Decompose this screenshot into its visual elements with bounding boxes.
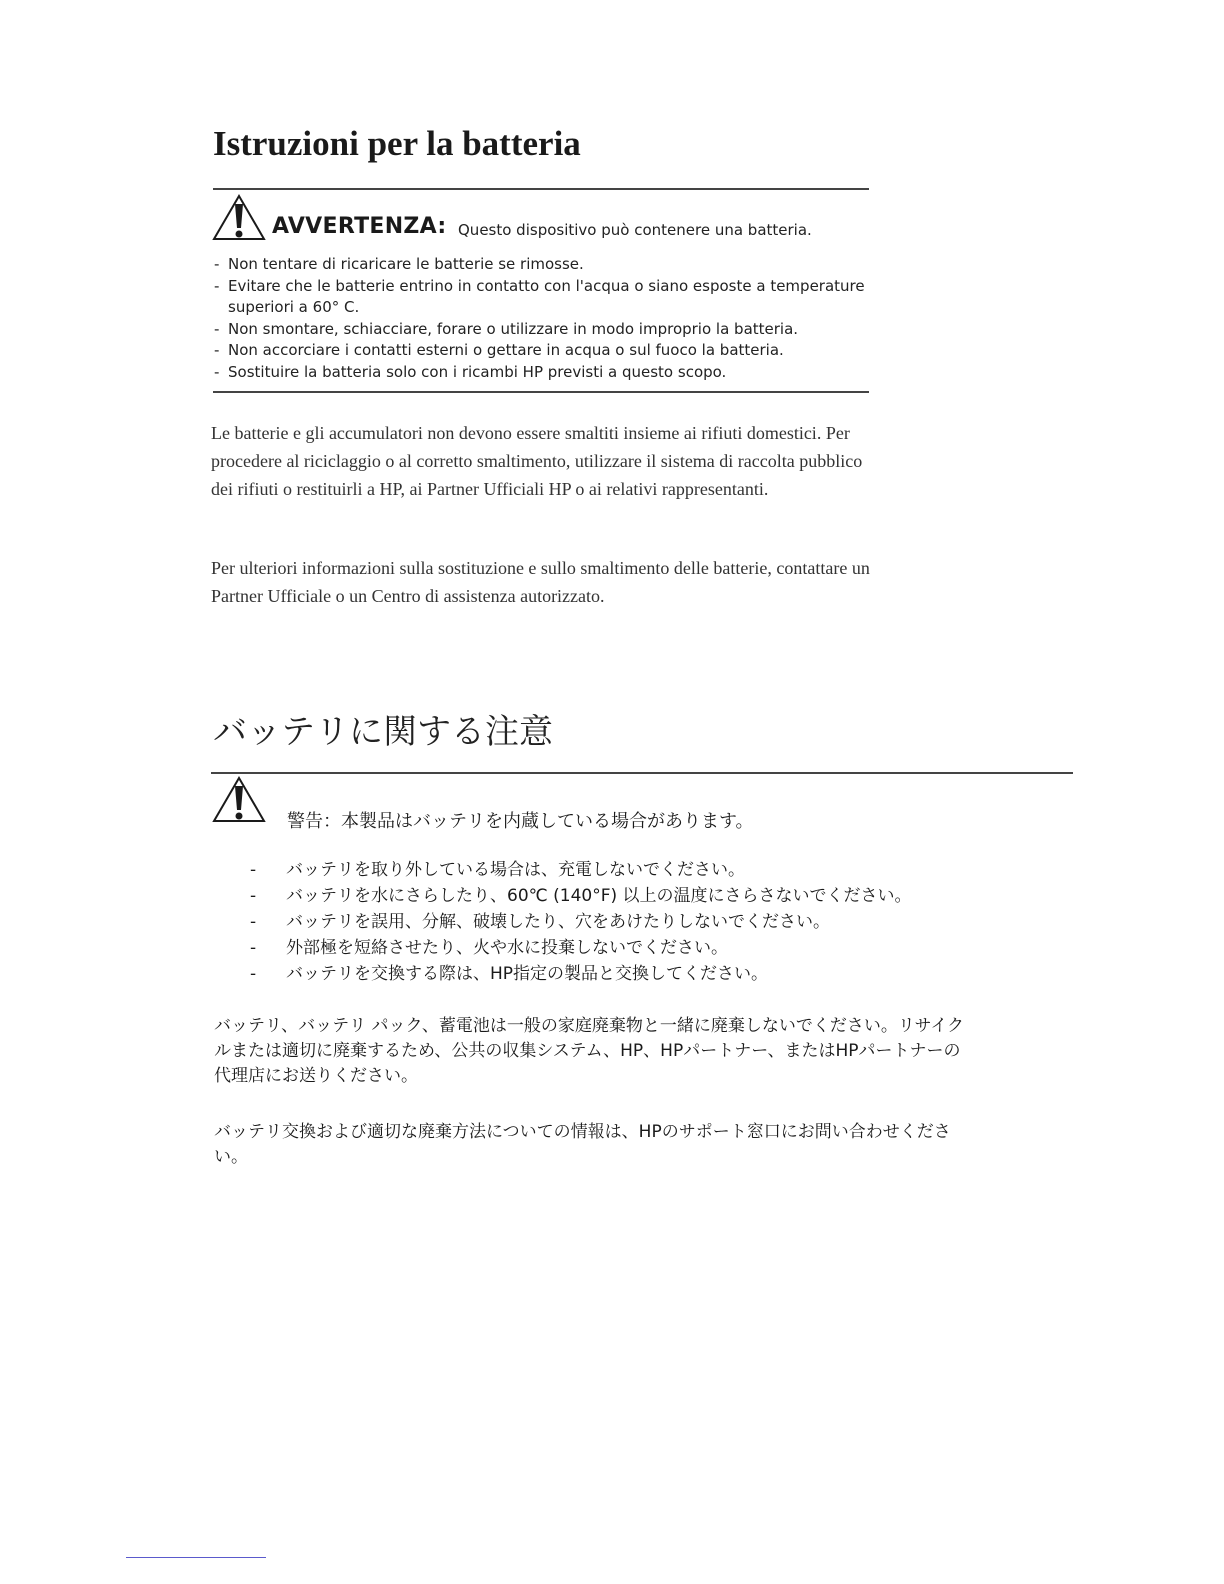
warning-heading: AVVERTENZA: [272, 214, 447, 239]
list-item: - Evitare che le batterie entrino in contatto con l'acqua o siano esposte a temperature superiori a 60° C. [213, 276, 873, 319]
list-item: - バッテリを誤用、分解、破壊したり、穴をあけたりしないでください。 [250, 909, 970, 935]
warning-text-japanese: 警告：本製品はバッテリを内蔵している場合があります。 [287, 811, 754, 832]
page-title-japanese: バッテリに関する注意 [213, 712, 553, 752]
page-title-italian: Istruzioni per la batteria [213, 124, 581, 163]
info-paragraph-japanese: バッテリ交換および適切な廃棄方法についての情報は、HPのサポート窓口にお問い合わせください。 [214, 1122, 951, 1167]
warning-triangle-icon [212, 776, 266, 824]
disposal-paragraph-italian: Le batterie e gli accumulatori non devono essere smaltiti insieme ai rifiuti domestici. Per procedere al riciclaggio o al corretto smaltimento, utilizzare il sistema di raccolta pubblico dei rifiuti o restituirli a HP, ai Partner Ufficiali HP o ai relativi rappresentanti. [211, 423, 863, 499]
list-item: - Non accorciare i contatti esterni o gettare in acqua o sul fuoco la batteria. [213, 340, 873, 362]
list-item: - Non tentare di ricaricare le batterie se rimosse. [213, 254, 873, 276]
list-item: - 外部極を短絡させたり、火や水に投棄しないでください。 [250, 935, 970, 961]
warning-text-italian: Questo dispositivo può contenere una batteria. [458, 221, 812, 239]
warning-triangle-icon [212, 194, 266, 242]
disposal-paragraph-japanese: バッテリ、バッテリ パック、蓄電池は一般の家庭廃棄物と一緒に廃棄しないでください。リサイクルまたは適切に廃棄するため、公共の収集システム、HP、HPパートナー、またはHPパートナーの代理店にお送りください。 [214, 1016, 965, 1086]
list-item: - バッテリを水にさらしたり、60℃ (140°F) 以上の温度にさらさないでください。 [250, 883, 970, 909]
list-item: - バッテリを交換する際は、HP指定の製品と交換してください。 [250, 961, 970, 987]
list-item: - バッテリを取り外している場合は、充電しないでください。 [250, 857, 970, 883]
divider-top-japanese [211, 772, 1073, 774]
list-item: - Non smontare, schiacciare, forare o utilizzare in modo improprio la batteria. [213, 319, 873, 341]
warning-list-italian [213, 254, 873, 383]
list-item: - Sostituire la batteria solo con i ricambi HP previsti a questo scopo. [213, 362, 873, 384]
info-paragraph-italian: Per ulteriori informazioni sulla sostituzione e sullo smaltimento delle batterie, contattare un Partner Ufficiale o un Centro di assistenza autorizzato. [211, 558, 870, 606]
warning-list-japanese [250, 857, 970, 987]
divider-bottom-italian [213, 391, 869, 393]
footnote-divider [126, 1557, 266, 1558]
divider-top-italian [213, 188, 869, 190]
